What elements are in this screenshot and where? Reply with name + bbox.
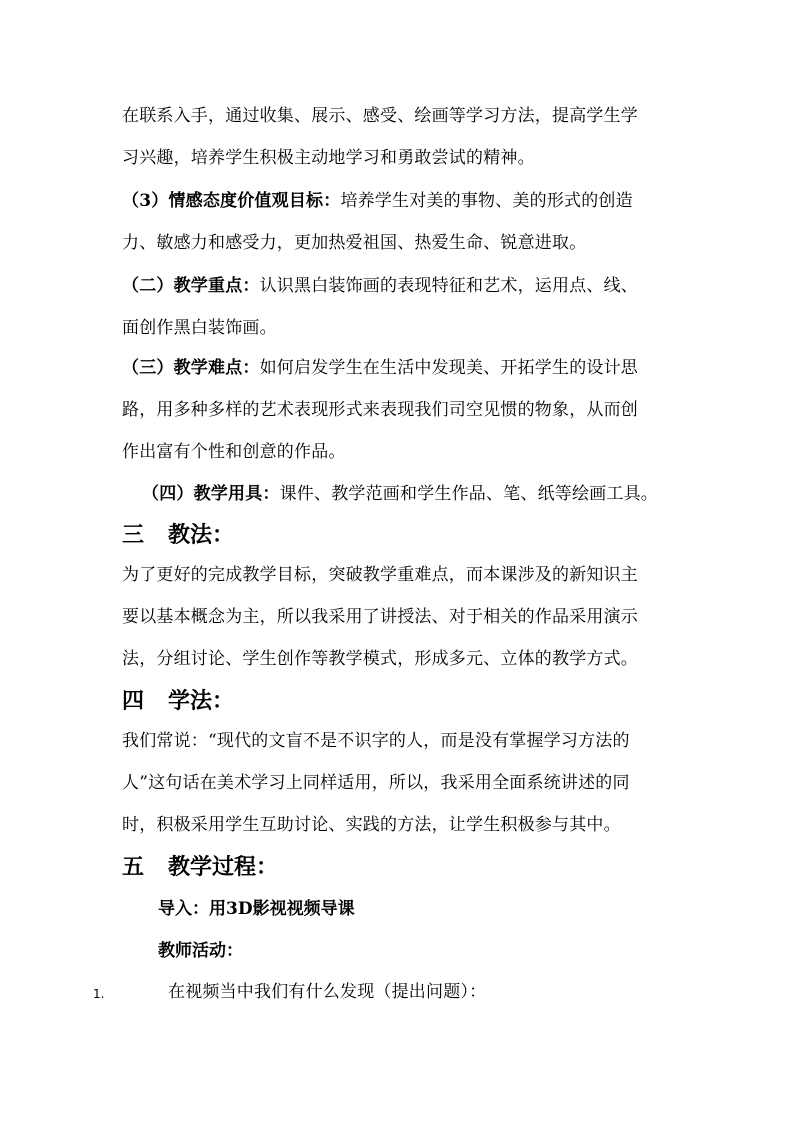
paragraph-line: 人”这句话在美术学习上同样适用，所以，我采用全面系统讲述的同 [122, 773, 630, 793]
teacher-activity-subheading: 教师活动： [158, 941, 243, 961]
difficulties-line [122, 356, 638, 380]
section-heading-5 [122, 852, 278, 882]
section-number: 三 [122, 522, 145, 548]
key-points-label: （二）教学重点： [122, 276, 260, 296]
list-number: 1. [93, 987, 105, 1001]
paragraph-line: 时，积极采用学生互助讨论、实践的方法，让学生积极参与其中。 [122, 815, 621, 835]
teaching-tools-label: （四）教学用具： [142, 484, 280, 504]
paragraph-line: 习兴趣，培养学生积极主动地学习和勇敢尝试的精神。 [122, 148, 535, 168]
paragraph-line: 作出富有个性和创意的作品。 [122, 442, 346, 462]
paragraph-line: 为了更好的完成教学目标，突破教学重难点，而本课涉及的新知识主 [122, 565, 638, 585]
key-points-line [122, 274, 638, 298]
section-title: 学法： [168, 688, 235, 714]
paragraph-line: 要以基本概念为主，所以我采用了讲授法、对于相关的作品采用演示 [122, 607, 638, 627]
key-points-text: 认识黑白装饰画的表现特征和艺术，运用点、线、 [259, 276, 639, 296]
section-title: 教学过程： [168, 854, 279, 880]
section-number: 四 [122, 688, 145, 714]
difficulties-text: 如何启发学生在生活中发现美、开拓学生的设计思 [259, 358, 639, 378]
affective-objective-line [122, 189, 633, 213]
intro-subheading: 导入：用3D影视视频导课 [158, 899, 355, 919]
paragraph-line: 我们常说：“现代的文盲不是不识字的人，而是没有掌握学习方法的 [122, 731, 630, 751]
paragraph-line: 路，用多种多样的艺术表现形式来表现我们司空见惯的物象，从而创 [122, 400, 638, 420]
section-heading-4 [122, 686, 234, 716]
paragraph-line: 法，分组讨论、学生创作等教学模式，形成多元、立体的教学方式。 [122, 649, 638, 669]
list-item-text: 在视频当中我们有什么发现（提出问题）： [168, 982, 487, 1002]
teaching-tools-text: 课件、教学范画和学生作品、笔、纸等绘画工具。 [279, 484, 659, 504]
affective-objective-text: 培养学生对美的事物、美的形式的创造 [340, 191, 633, 211]
affective-objective-label: （3）情感态度价值观目标： [122, 191, 341, 211]
paragraph-line: 面创作黑白装饰画。 [122, 318, 277, 338]
teaching-tools-line [142, 482, 658, 506]
paragraph-line: 力、敏感力和感受力，更加热爱祖国、热爱生命、锐意进取。 [122, 233, 587, 253]
section-title: 教法： [168, 522, 235, 548]
section-heading-3 [122, 520, 234, 550]
difficulties-label: （三）教学难点： [122, 358, 260, 378]
paragraph-line: 在联系入手，通过收集、展示、感受、绘画等学习方法，提高学生学 [122, 106, 638, 126]
section-number: 五 [122, 854, 145, 880]
